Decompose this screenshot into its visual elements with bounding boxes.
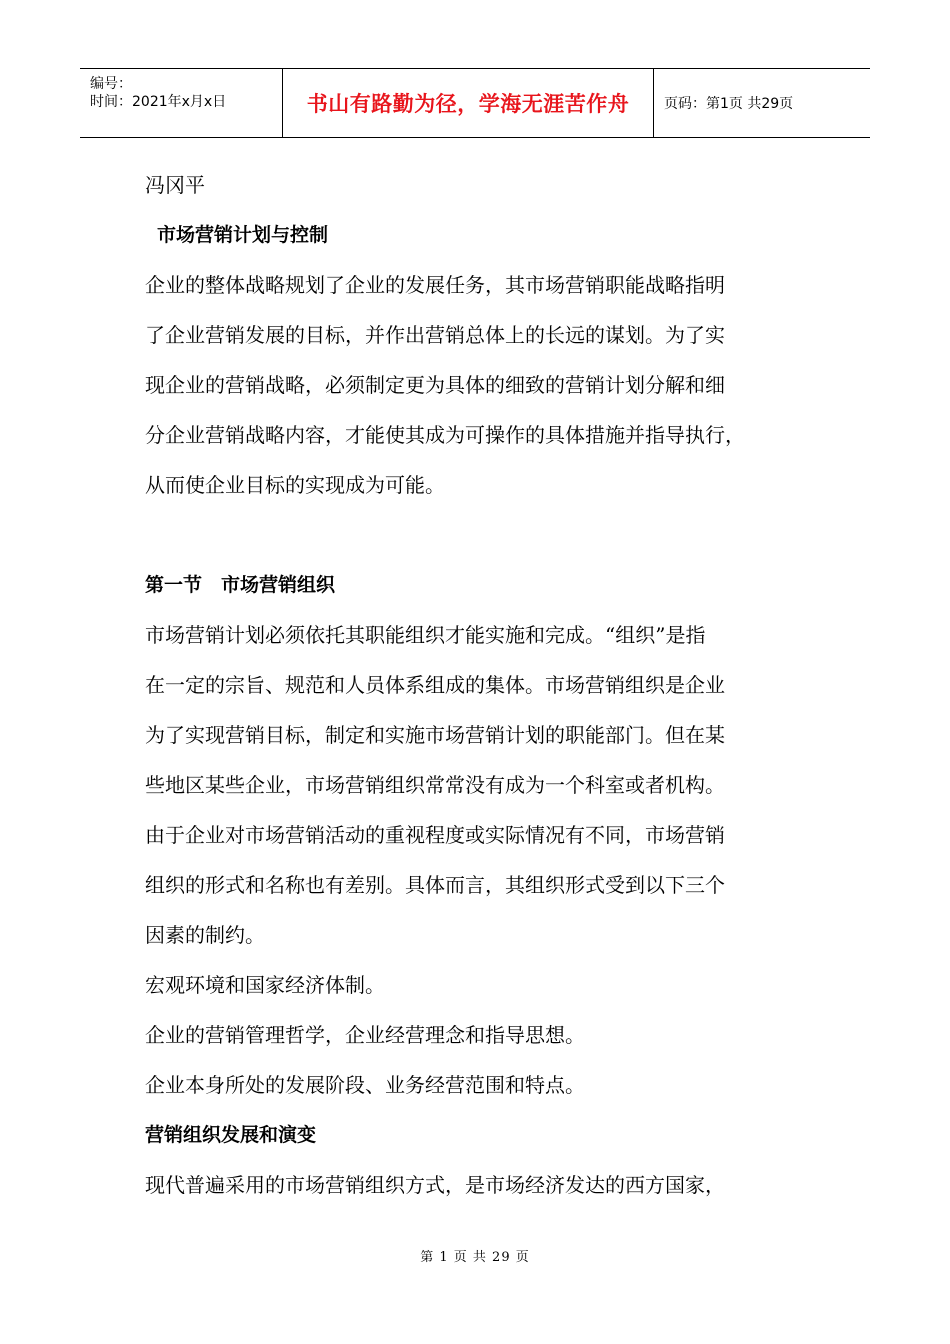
section-line: 组织的形式和名称也有差别。具体而言，其组织形式受到以下三个 bbox=[145, 873, 725, 897]
page-footer: 第 1 页 共 29 页 bbox=[420, 1250, 530, 1265]
spacer bbox=[145, 510, 825, 560]
page-header bbox=[80, 68, 870, 138]
factor-item: 宏观环境和国家经济体制。 bbox=[145, 973, 385, 997]
document-title: 市场营销计划与控制 bbox=[157, 224, 329, 246]
subsection-line: 现代普遍采用的市场营销组织方式，是市场经济发达的西方国家， bbox=[145, 1173, 725, 1197]
subsection-heading: 营销组织发展和演变 bbox=[145, 1124, 317, 1146]
section-heading: 第一节 市场营销组织 bbox=[145, 574, 336, 596]
intro-line: 现企业的营销战略，必须制定更为具体的细致的营销计划分解和细 bbox=[145, 373, 725, 397]
number-label: 编号： bbox=[90, 76, 132, 92]
header-motto: 书山有路勤为径，学海无涯苦作舟 bbox=[282, 69, 654, 137]
factor-item: 企业本身所处的发展阶段、业务经营范围和特点。 bbox=[145, 1073, 585, 1097]
factor-item: 企业的营销管理哲学，企业经营理念和指导思想。 bbox=[145, 1023, 585, 1047]
section-line: 因素的制约。 bbox=[145, 923, 265, 947]
section-line: 市场营销计划必须依托其职能组织才能实施和完成。“组织”是指 bbox=[145, 623, 706, 647]
intro-line: 企业的整体战略规划了企业的发展任务，其市场营销职能战略指明 bbox=[145, 273, 725, 297]
section-line: 为了实现营销目标，制定和实施市场营销计划的职能部门。但在某 bbox=[145, 723, 725, 747]
date-label: 时间：2021年x月x日 bbox=[90, 94, 227, 110]
intro-line: 从而使企业目标的实现成为可能。 bbox=[145, 473, 445, 497]
section-line: 在一定的宗旨、规范和人员体系组成的集体。市场营销组织是企业 bbox=[145, 673, 725, 697]
document-body bbox=[145, 160, 825, 1210]
section-line: 些地区某些企业，市场营销组织常常没有成为一个科室或者机构。 bbox=[145, 773, 725, 797]
intro-line: 了企业营销发展的目标，并作出营销总体上的长远的谋划。为了实 bbox=[145, 323, 725, 347]
header-meta bbox=[80, 69, 282, 137]
author-name: 冯冈平 bbox=[145, 173, 205, 197]
section-line: 由于企业对市场营销活动的重视程度或实际情况有不同，市场营销 bbox=[145, 823, 725, 847]
header-page-info: 页码：第1页 共29页 bbox=[664, 96, 794, 112]
intro-line: 分企业营销战略内容，才能使其成为可操作的具体措施并指导执行， bbox=[145, 423, 745, 447]
